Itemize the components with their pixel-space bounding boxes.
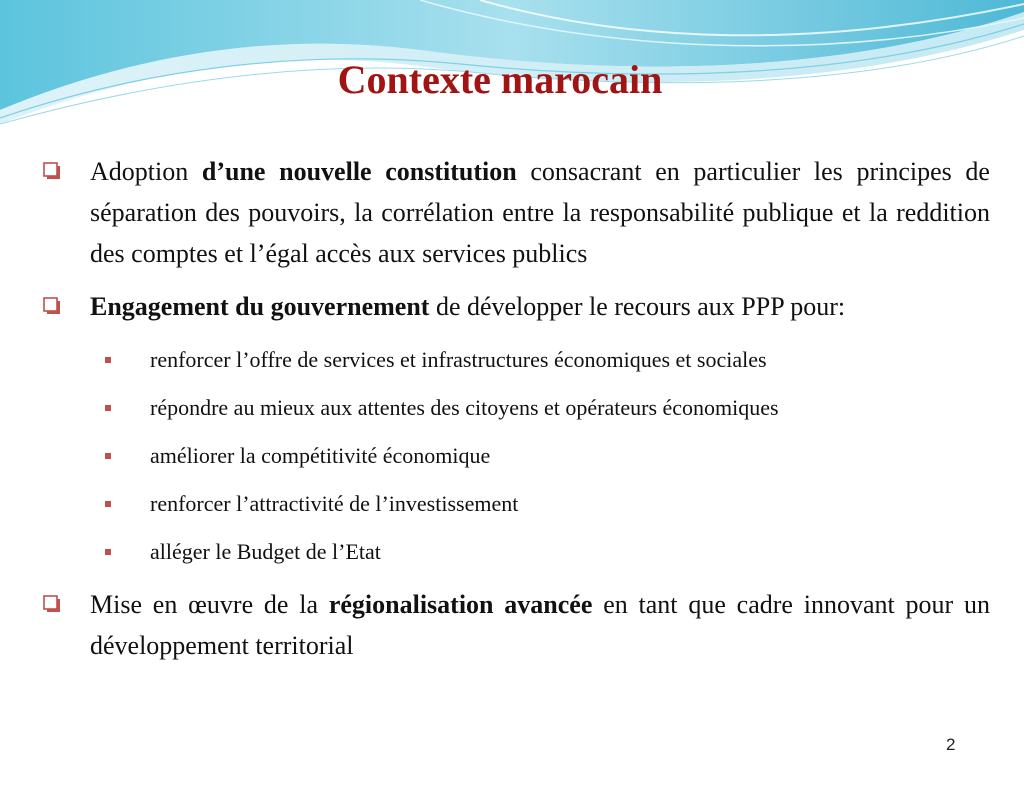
checkbox-bullet-icon <box>43 297 61 315</box>
sub-bullet-text: répondre au mieux aux attentes des citoyens et opérateurs économiques <box>150 395 779 420</box>
bullet-text-bold: Engagement du gouvernement <box>90 292 430 321</box>
sub-bullet-item <box>40 488 990 519</box>
bullet-text-bold: d’une nouvelle constitution <box>201 157 517 186</box>
small-square-bullet-icon <box>105 405 111 411</box>
content-area <box>40 151 990 666</box>
bullet-item-constitution <box>40 151 990 274</box>
bullet-text-after: consacrant en particulier les principes de séparation des pouvoirs, la corrélation entre la responsabilité publique et la reddition des comptes et l’égal accès aux services publics <box>90 157 990 268</box>
checkbox-bullet-icon <box>43 595 61 613</box>
sub-bullet-text: renforcer l’attractivité de l’investissement <box>150 491 519 516</box>
sub-bullet-item <box>40 392 990 423</box>
checkbox-bullet-icon <box>43 162 61 180</box>
bullet-text-before: Mise en œuvre de la <box>90 590 329 619</box>
sub-bullet-text: alléger le Budget de l’Etat <box>150 539 381 564</box>
sub-bullet-text: améliorer la compétitivité économique <box>150 443 491 468</box>
bullet-item-regionalisation <box>40 584 990 666</box>
sub-bullet-list <box>40 344 990 567</box>
bullet-item-engagement <box>40 286 990 327</box>
sub-bullet-text: renforcer l’offre de services et infrastructures économiques et sociales <box>150 347 767 372</box>
small-square-bullet-icon <box>105 549 111 555</box>
bullet-text-before: Adoption <box>90 157 202 186</box>
small-square-bullet-icon <box>105 453 111 459</box>
sub-bullet-item <box>40 344 990 375</box>
small-square-bullet-icon <box>105 357 111 363</box>
bullet-text-after: de développer le recours aux PPP pour: <box>429 292 846 321</box>
sub-bullet-item <box>40 440 990 471</box>
small-square-bullet-icon <box>105 501 111 507</box>
sub-bullet-item <box>40 536 990 567</box>
bullet-text-after: en tant que cadre innovant pour un développement territorial <box>90 590 990 660</box>
page-number: 2 <box>946 735 956 754</box>
bullet-text-bold: régionalisation avancée <box>328 590 593 619</box>
slide-title: Contexte marocain <box>337 57 663 102</box>
